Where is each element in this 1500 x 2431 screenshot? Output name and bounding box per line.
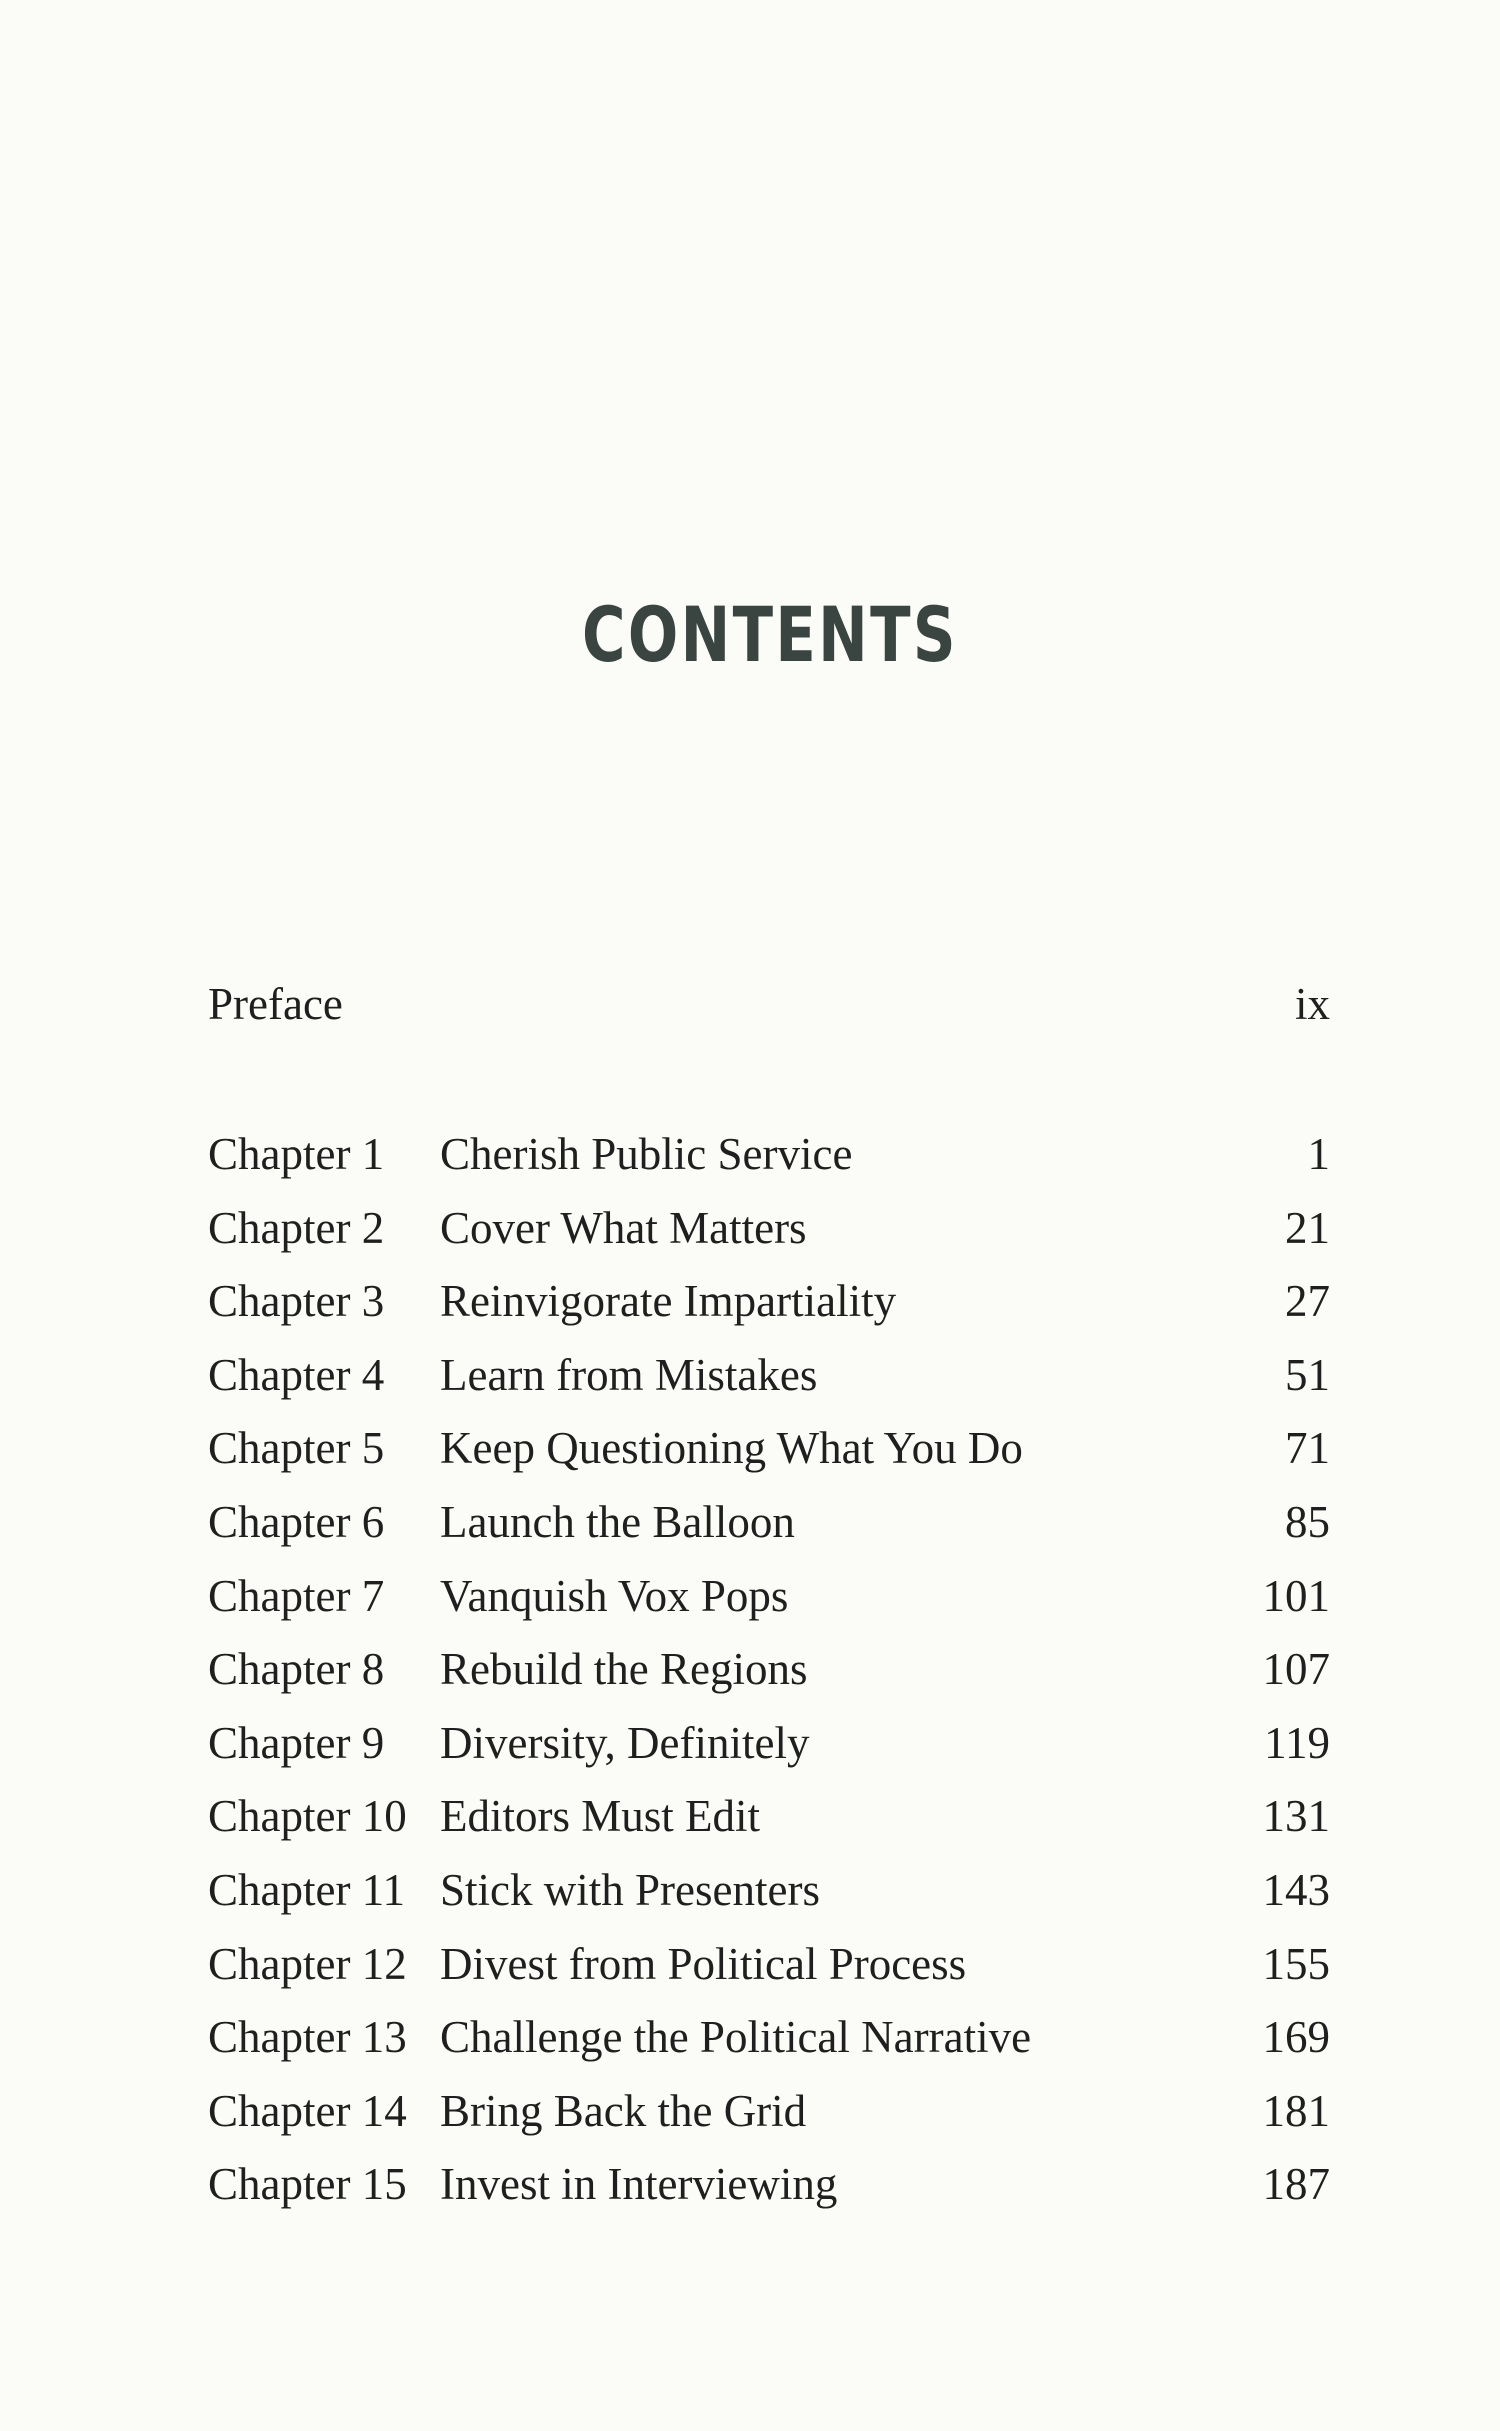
contents-heading: CONTENTS [582,590,958,679]
chapter-number: Chapter 9 [208,1717,385,1768]
chapter-page-number: 51 [1285,1349,1330,1400]
chapter-number: Chapter 10 [208,1791,407,1842]
chapter-page-number: 1 [1307,1129,1330,1179]
chapter-page-number: 119 [1264,1717,1330,1768]
toc-entry-chapter-4[interactable] [208,1345,1330,1419]
chapter-page-number: 101 [1262,1570,1330,1621]
toc-entry-chapter-8[interactable] [208,1639,1330,1713]
toc-entry-chapter-7[interactable] [208,1566,1330,1640]
toc-entry-chapter-14[interactable] [208,2081,1330,2155]
chapter-number: Chapter 12 [208,1938,407,1989]
chapter-title: Challenge the Political Narrative [440,2012,1032,2063]
chapter-number: Chapter 15 [208,2159,407,2210]
toc-entry-chapter-15[interactable] [208,2154,1330,2228]
chapter-page-number: 169 [1262,2012,1330,2063]
toc-entry-chapter-12[interactable] [208,1934,1330,2008]
chapter-title: Learn from Mistakes [440,1349,818,1400]
chapter-title: Bring Back the Grid [440,2085,807,2136]
chapter-list [208,1124,1330,2228]
chapter-number: Chapter 8 [208,1644,385,1695]
chapter-title: Cover What Matters [440,1202,807,1253]
chapter-page-number: 181 [1262,2085,1330,2136]
chapter-number: Chapter 6 [208,1496,385,1547]
chapter-number: Chapter 7 [208,1570,385,1621]
chapter-title: Stick with Presenters [440,1864,820,1915]
chapter-number: Chapter 11 [208,1864,406,1915]
chapter-page-number: 131 [1262,1791,1330,1842]
chapter-title: Rebuild the Regions [440,1644,808,1695]
chapter-title: Launch the Balloon [440,1496,795,1547]
chapter-title: Divest from Political Process [440,1938,967,1989]
chapter-number: Chapter 3 [208,1276,385,1327]
chapter-title: Invest in Interviewing [440,2159,838,2210]
toc-entry-chapter-10[interactable] [208,1786,1330,1860]
chapter-page-number: 155 [1262,1938,1330,1989]
chapter-number: Chapter 1 [208,1129,385,1179]
preface-label: Preface [208,979,343,1029]
toc-entry-chapter-11[interactable] [208,1860,1330,1934]
toc-entry-chapter-3[interactable] [208,1271,1330,1345]
chapter-page-number: 107 [1262,1644,1330,1695]
preface-page-number: ix [1294,979,1330,1029]
toc-entry-chapter-2[interactable] [208,1198,1330,1272]
toc-entry-chapter-9[interactable] [208,1713,1330,1787]
chapter-number: Chapter 4 [208,1349,385,1400]
chapter-title: Editors Must Edit [440,1791,761,1842]
chapter-page-number: 85 [1285,1496,1330,1547]
chapter-title: Vanquish Vox Pops [440,1570,789,1621]
chapter-number: Chapter 14 [208,2085,407,2136]
toc-entry-chapter-13[interactable] [208,2007,1330,2081]
chapter-title: Cherish Public Service [440,1129,853,1179]
chapter-page-number: 71 [1285,1423,1330,1474]
toc-entry-preface[interactable] [208,978,1330,1038]
chapter-number: Chapter 5 [208,1423,385,1474]
chapter-title: Reinvigorate Impartiality [440,1276,897,1327]
toc-entry-chapter-1[interactable] [208,1124,1330,1198]
chapter-page-number: 27 [1285,1276,1330,1327]
chapter-title: Diversity, Definitely [440,1717,810,1768]
chapter-page-number: 143 [1262,1864,1330,1915]
chapter-number: Chapter 13 [208,2012,407,2063]
chapter-page-number: 21 [1285,1202,1330,1253]
toc-entry-chapter-6[interactable] [208,1492,1330,1566]
chapter-title: Keep Questioning What You Do [440,1423,1023,1474]
chapter-page-number: 187 [1262,2159,1330,2210]
chapter-number: Chapter 2 [208,1202,385,1253]
toc-entry-chapter-5[interactable] [208,1418,1330,1492]
